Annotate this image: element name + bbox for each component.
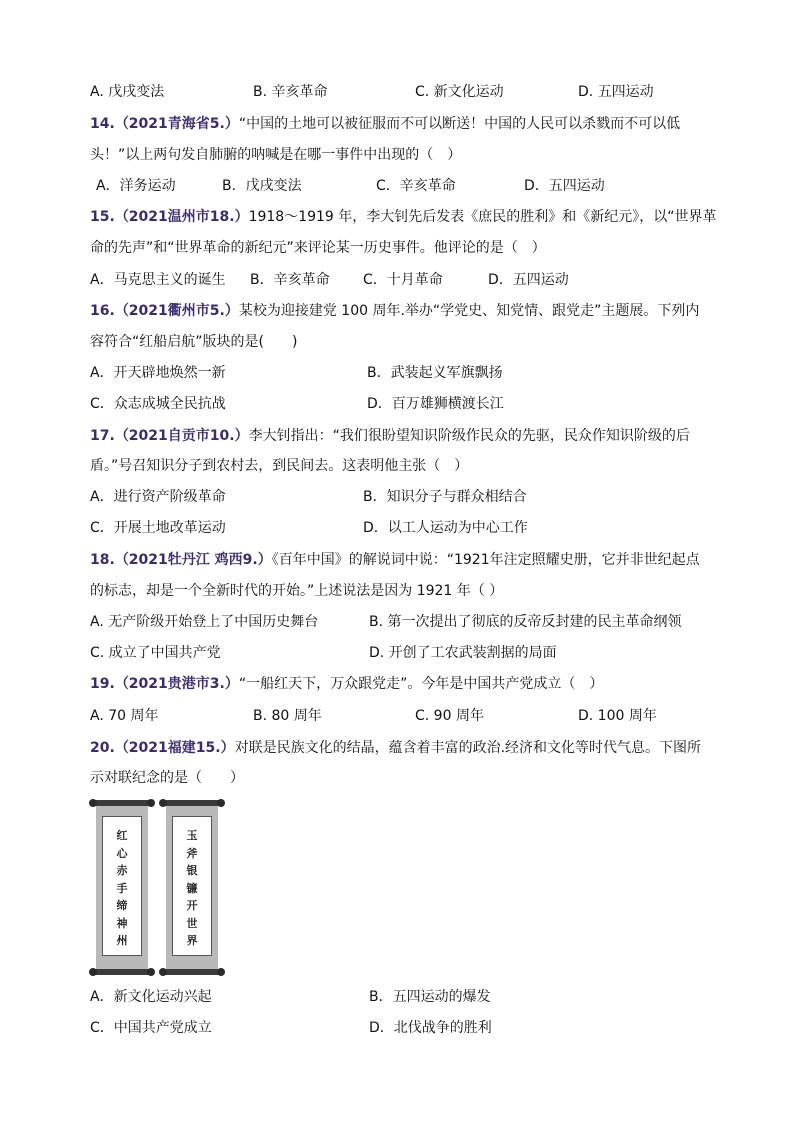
q20-stem-line1 — [90, 738, 701, 758]
q13-option-d: D. 五四运动 — [578, 84, 654, 100]
q16-stem-line2: 容符合“红船启航”版块的是( ) — [90, 334, 298, 350]
scroll_right-char: 世 — [186, 916, 198, 930]
q18-option-a: A. 无产阶级开始登上了中国历史舞台 — [90, 614, 319, 630]
q19-option-b: B. 80 周年 — [253, 708, 322, 724]
couplet-right-text — [173, 827, 211, 950]
q15-option-c: C．十月革命 — [363, 272, 443, 288]
q15-option-b: B．辛亥革命 — [250, 272, 330, 288]
q17-option-a: A．进行资产阶级革命 — [90, 489, 226, 505]
q13-option-c: C. 新文化运动 — [415, 84, 504, 100]
q18-stem-line2: 的标志，却是一个全新时代的开始。”上述说法是因为 1921 年（ ） — [90, 583, 504, 599]
scroll_left-char: 缔 — [116, 899, 128, 912]
scroll_left-char: 神 — [116, 916, 128, 930]
q19-option-d: D. 100 周年 — [578, 708, 657, 724]
q19-text-1: “一船红天下，万众跟党走”。今年是中国共产党成立（ ） — [238, 676, 604, 692]
q14-stem-line2: 头！”以上两句发自肺腑的呐喊是在哪一事件中出现的（ ） — [90, 147, 462, 163]
q15-text-1: 1918～1919 年，李大钊先后发表《庶民的胜利》和《新纪元》，以“世界革 — [248, 209, 717, 225]
q18-text-1: 《百年中国》的解说词中说：“1921年注定照耀史册，它并非世纪起点 — [271, 552, 700, 568]
q15-stem-line1 — [90, 207, 717, 227]
q20-option-d: D．北伐战争的胜利 — [369, 1020, 492, 1036]
q19-number: 19. — [90, 676, 115, 692]
q18-option-c: C. 成立了中国共产党 — [90, 645, 221, 661]
q17-stem-line1 — [90, 426, 690, 446]
q16-stem-line1 — [90, 301, 699, 321]
q20-option-c: C．中国共产党成立 — [90, 1020, 212, 1036]
q17-number: 17. — [90, 428, 115, 444]
q17-source: （2021自贡市10.） — [114, 428, 249, 444]
scroll_left-char: 手 — [116, 881, 128, 895]
scroll_right-char: 银 — [186, 864, 198, 877]
q19-stem-line1 — [90, 674, 603, 694]
couplet-left-text — [103, 827, 141, 950]
scroll_left-char: 红 — [116, 829, 128, 842]
scroll_right-char: 开 — [186, 899, 198, 912]
q16-option-b: B．武装起义军旗飘扬 — [367, 365, 503, 381]
q17-option-d: D．以工人运动为中心工作 — [363, 520, 528, 536]
q20-stem-line2: 示对联纪念的是（ ） — [90, 770, 244, 786]
q20-text-1: 对联是民族文化的结晶，蕴含着丰富的政治.经济和文化等时代气息。下图所 — [234, 740, 702, 756]
scroll_left-char: 赤 — [116, 864, 128, 877]
scroll_left-char: 心 — [116, 846, 128, 860]
q17-option-b: B．知识分子与群众相结合 — [363, 489, 527, 505]
q16-option-d: D．百万雄狮横渡长江 — [367, 396, 504, 412]
q14-option-b: B．戊戌变法 — [222, 178, 302, 194]
q20-source: （2021福建15.） — [114, 740, 235, 756]
q15-number: 15. — [90, 209, 115, 225]
q15-option-d: D．五四运动 — [488, 272, 569, 288]
q16-option-a: A．开天辟地焕然一新 — [90, 365, 226, 381]
q18-option-d: D. 开创了工农武装割据的局面 — [369, 645, 557, 661]
q19-option-c: C. 90 周年 — [415, 708, 484, 724]
scroll_right-char: 玉 — [186, 829, 198, 842]
q13-option-b: B. 辛亥革命 — [253, 84, 328, 100]
q15-stem-line2: 命的先声”和“世界革命的新纪元”来评论某一历史事件。他评论的是（ ） — [90, 240, 546, 256]
q18-option-b: B. 第一次提出了彻底的反帝反封建的民主革命纲领 — [369, 614, 682, 630]
q14-option-c: C．辛亥革命 — [376, 178, 456, 194]
q20-option-b: B．五四运动的爆发 — [369, 989, 491, 1005]
scroll_right-char: 界 — [186, 934, 198, 947]
scroll-rod — [162, 969, 222, 975]
scroll-rod — [92, 969, 152, 975]
q16-number: 16. — [90, 303, 115, 319]
scroll_left-char: 州 — [116, 934, 128, 947]
q20-number: 20. — [90, 740, 115, 756]
q20-option-a: A．新文化运动兴起 — [90, 989, 212, 1005]
q14-number: 14. — [90, 116, 115, 132]
q19-source: （2021贵港市3.） — [114, 676, 239, 692]
q17-option-c: C．开展土地改革运动 — [90, 520, 226, 536]
couplet-image — [92, 800, 222, 975]
q13-option-a: A. 戊戌变法 — [90, 84, 165, 100]
q18-source: （2021牡丹江 鸡西9.） — [114, 552, 272, 568]
q19-option-a: A. 70 周年 — [90, 708, 159, 724]
scroll_right-char: 斧 — [186, 846, 198, 860]
q16-source: （2021衢州市5.） — [114, 303, 239, 319]
q14-source: （2021青海省5.） — [114, 116, 239, 132]
q16-option-c: C．众志成城全民抗战 — [90, 396, 226, 412]
q14-option-a: A．洋务运动 — [96, 178, 176, 194]
q15-option-a: A．马克思主义的诞生 — [90, 272, 226, 288]
couplet-scroll-right — [162, 800, 222, 975]
couplet-scroll-left — [92, 800, 152, 975]
q14-text-1: “中国的土地可以被征服而不可以断送！中国的人民可以杀戮而不可以低 — [238, 116, 681, 132]
q15-source: （2021温州市18.） — [114, 209, 249, 225]
q16-text-1: 某校为迎接建党 100 周年.举办“学党史、知党情、跟党走”主题展。下列内 — [238, 303, 700, 319]
q14-stem-line1 — [90, 114, 680, 134]
q14-option-d: D．五四运动 — [524, 178, 605, 194]
q18-number: 18. — [90, 552, 115, 568]
q18-stem-line1 — [90, 550, 700, 570]
q17-stem-line2: 盾。”号召知识分子到农村去，到民间去。这表明他主张（ ） — [90, 458, 469, 474]
scroll_right-char: 镰 — [186, 881, 198, 895]
q17-text-1: 李大钊指出：“我们很盼望知识阶级作民众的先驱，民众作知识阶级的后 — [248, 428, 690, 444]
